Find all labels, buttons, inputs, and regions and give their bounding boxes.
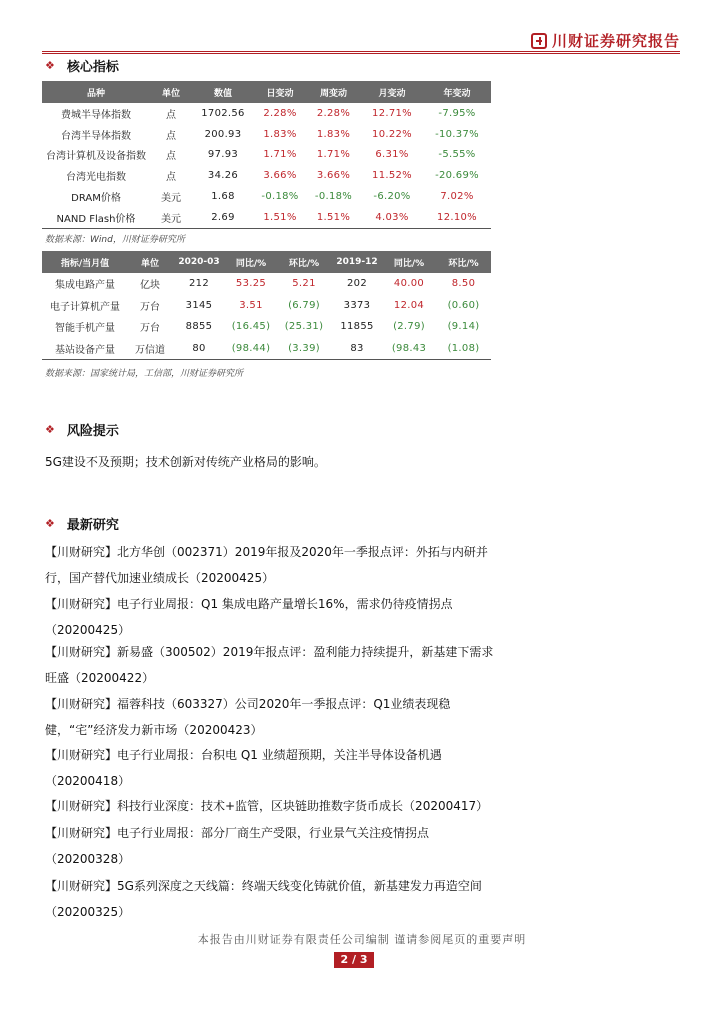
table-cell: 台湾计算机及设备指数: [46, 151, 146, 163]
table-cell: (25.31): [284, 321, 324, 333]
table-cell: 1.68: [211, 191, 235, 203]
column-header: 数值: [192, 81, 254, 103]
table-cell: 11855: [340, 321, 374, 333]
table-cell: NAND Flash价格: [42, 207, 150, 228]
research-item[interactable]: 【川财研究】新易盛（300502）2019年报点评：盈利能力持续提升，新基建下需求旺盛（20200422）: [45, 645, 494, 685]
table-cell: 202: [347, 278, 367, 290]
table-cell: 10.22%: [372, 128, 412, 140]
risk-text: 5G建设不及预期；技术创新对传统产业格局的影响。: [45, 455, 326, 469]
table-cell: 智能手机产量: [55, 323, 115, 335]
table-cell: (1.08): [436, 338, 491, 360]
column-header: 品种: [42, 81, 150, 103]
table-cell: (98.44): [226, 338, 276, 360]
section-title-text: 风险提示: [66, 424, 119, 439]
section-title-core: [45, 56, 119, 75]
research-item[interactable]: 【川财研究】电子行业周报：台积电 Q1 业绩超预期，关注半导体设备机遇（20200418）: [45, 748, 442, 788]
column-header: 环比/%: [276, 251, 332, 273]
table-cell: 点: [166, 151, 176, 163]
table-cell: 97.93: [207, 149, 239, 161]
table-cell: 7.02%: [440, 191, 474, 203]
table-cell: 5.21: [292, 278, 316, 290]
table-row: [42, 145, 491, 166]
section-title-text: 最新研究: [66, 518, 119, 533]
table-source-note: 数据来源：国家统计局，工信部，川财证券研究所: [45, 369, 244, 379]
table-cell: 美元: [150, 207, 192, 228]
table-cell: 80: [172, 338, 226, 360]
table-cell: 6.31%: [375, 149, 409, 161]
table-cell: 集成电路产量: [55, 280, 115, 292]
table-row: [42, 165, 491, 186]
table-cell: 11.52%: [372, 170, 412, 182]
table-cell: 点: [166, 109, 176, 121]
table-cell: 基站设备产量: [42, 338, 128, 360]
table-row: [42, 186, 491, 207]
table-cell: 8855: [185, 321, 213, 333]
table-cell: 8.50: [451, 278, 476, 290]
brand-name: 川财证券研究报告: [551, 32, 680, 50]
table-cell: 83: [332, 338, 382, 360]
table-cell: 212: [189, 278, 209, 290]
table-cell: 台湾光电指数: [66, 172, 126, 184]
table-cell: (0.60): [447, 299, 480, 311]
table-cell: 2.28%: [263, 107, 297, 119]
table-cell: -0.18%: [261, 191, 299, 203]
column-header: 单位: [128, 251, 172, 273]
table-cell: 亿块: [140, 280, 160, 292]
table-cell: 1.83%: [316, 128, 351, 140]
column-header: 周变动: [306, 81, 361, 103]
table-cell: 点: [166, 172, 176, 184]
table-cell: 200.93: [204, 128, 242, 140]
table-row: [42, 295, 491, 317]
column-header: 指标/当月值: [42, 251, 128, 273]
table-header-row: [42, 251, 491, 273]
column-header: 年变动: [423, 81, 491, 103]
production-table: [42, 251, 491, 360]
column-header: 环比/%: [436, 251, 491, 273]
table-cell: -20.69%: [435, 170, 479, 182]
research-item[interactable]: 【川财研究】电子行业周报：部分厂商生产受限，行业景气关注疫情拐点（20200328）: [45, 826, 430, 866]
diamond-bullet-icon: ❖: [45, 423, 55, 436]
column-header: 2020-03: [172, 251, 226, 273]
table-cell: -0.18%: [314, 191, 353, 203]
table-cell: 1.71%: [263, 149, 297, 161]
table-cell: 1.51%: [254, 207, 306, 228]
research-item[interactable]: 【川财研究】北方华创（002371）2019年报及2020年一季报点评：外拓与内研并行，国产替代加速业绩成长（20200425）: [45, 545, 488, 585]
column-header: 2019-12: [332, 251, 382, 273]
table-row: [42, 273, 491, 295]
column-header: 同比/%: [226, 251, 276, 273]
header-divider: [42, 51, 680, 52]
brand-logo-icon: [531, 33, 547, 49]
column-header: 单位: [150, 81, 192, 103]
table-cell: 53.25: [235, 278, 267, 290]
table-cell: 1.51%: [306, 207, 361, 228]
table-row: [42, 338, 491, 360]
table-cell: DRAM价格: [71, 193, 121, 205]
table-header-row: [42, 81, 491, 103]
research-item[interactable]: 【川财研究】福蓉科技（603327）公司2020年一季报点评：Q1业绩表现稳健，“宅”经济发力新市场（20200423）: [45, 697, 451, 737]
table-cell: 1.83%: [263, 128, 297, 140]
table-cell: 2.28%: [316, 107, 351, 119]
diamond-bullet-icon: ❖: [45, 517, 55, 530]
research-item[interactable]: 【川财研究】电子行业周报：Q1 集成电路产量增长16%，需求仍待疫情拐点（20200425）: [45, 597, 453, 637]
research-item[interactable]: 【川财研究】科技行业深度：技术+监管，区块链助推数字货币成长（20200417）: [45, 799, 489, 813]
table-cell: 3145: [185, 299, 213, 311]
column-header: 同比/%: [382, 251, 436, 273]
table-cell: (9.14): [447, 321, 480, 333]
core-indicators-table: [42, 81, 491, 229]
table-cell: 34.26: [207, 170, 239, 182]
table-row: [42, 103, 491, 124]
table-cell: 12.04: [393, 299, 425, 311]
table-cell: 点: [166, 130, 176, 142]
table-cell: 万台: [140, 323, 160, 335]
brand-header: [531, 30, 680, 51]
table-cell: (6.79): [288, 299, 320, 311]
table-row: [42, 207, 491, 228]
column-header: 日变动: [254, 81, 306, 103]
table-cell: 12.71%: [372, 107, 412, 119]
table-cell: 40.00: [393, 278, 425, 290]
page-number: 2 / 3: [334, 952, 374, 968]
table-cell: -6.20%: [373, 191, 411, 203]
table-cell: (2.79): [393, 321, 425, 333]
table-cell: (98.43: [382, 338, 436, 360]
header-divider-secondary: [42, 53, 680, 54]
table-cell: 3.51: [239, 299, 263, 311]
table-cell: -5.55%: [438, 149, 476, 161]
section-title-risk: [45, 420, 119, 439]
table-cell: 台湾半导体指数: [61, 130, 131, 142]
table-cell: 电子计算机产量: [50, 301, 120, 313]
table-cell: 3.66%: [263, 170, 297, 182]
research-item[interactable]: 【川财研究】5G系列深度之天线篇：终端天线变化铸就价值，新基建发力再造空间（20200325）: [45, 879, 482, 919]
table-cell: 2.69: [192, 207, 254, 228]
section-title-latest: [45, 514, 119, 533]
section-title-text: 核心指标: [66, 60, 119, 75]
table-row: [42, 316, 491, 338]
table-source-note: 数据来源：Wind，川财证券研究所: [45, 235, 185, 245]
table-cell: (3.39): [276, 338, 332, 360]
table-cell: -7.95%: [438, 107, 476, 119]
table-cell: 3.66%: [316, 170, 351, 182]
table-cell: 12.10%: [423, 207, 491, 228]
table-cell: 1702.56: [201, 107, 245, 119]
diamond-bullet-icon: ❖: [45, 59, 55, 72]
table-cell: 4.03%: [361, 207, 423, 228]
table-cell: 美元: [161, 193, 181, 205]
table-cell: 万台: [140, 301, 160, 313]
table-cell: 万信道: [128, 338, 172, 360]
table-cell: (16.45): [231, 321, 271, 333]
table-cell: -10.37%: [435, 128, 479, 140]
footer-disclaimer: 本报告由川财证券有限责任公司编制 谨请参阅尾页的重要声明: [197, 933, 527, 946]
table-cell: 1.71%: [316, 149, 351, 161]
column-header: 月变动: [361, 81, 423, 103]
table-cell: 费城半导体指数: [61, 109, 131, 121]
table-row: [42, 124, 491, 145]
table-cell: 3373: [343, 299, 371, 311]
